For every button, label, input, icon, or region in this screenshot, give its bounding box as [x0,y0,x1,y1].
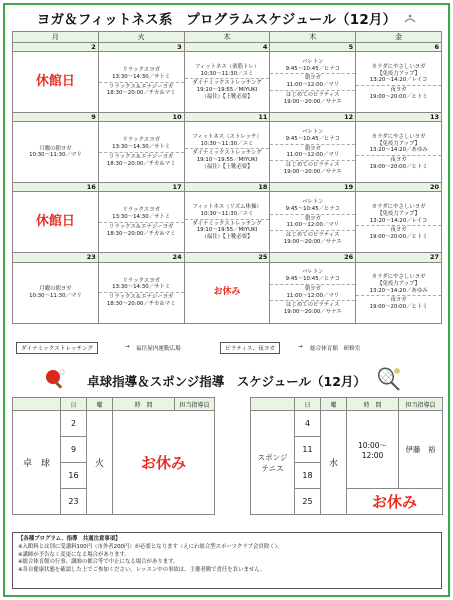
class-name: フィットネス（リズム体操） [192,204,262,210]
class-detail: 9:45～10:45／ヒナコ [285,65,340,72]
class-detail: 19:00～20:00／ヒトミ [369,163,428,170]
class-detail: 19:00～20:00／ヒトミ [369,234,428,240]
class-detail: 13:20～14:20／レイコ [369,77,428,84]
class-detail: 10:30～11:30／ユミ [200,140,254,147]
class-entry [356,295,441,312]
date-cell: 16 [61,463,87,489]
sponge-tennis-schedule [250,397,443,515]
class-detail: 19:00～20:00／サナエ [283,98,342,105]
class-name: ダイナミックストレッチング [192,80,262,87]
col-header: 曜 [321,398,347,411]
class-detail: 10:30～11:30／マリ [29,152,82,159]
class-entry [356,133,441,155]
class-name: リラックス＆エナジーヨガ [108,223,174,230]
class-entry [99,206,184,222]
class-detail: 19:00～20:00／サナエ [283,238,342,245]
class-entry [356,155,441,172]
legend-box-pilates: ピラティス、夜ヨガ [220,342,280,354]
day-programs [13,262,99,323]
class-detail: 9:45～10:45／ヒナコ [285,205,340,212]
class-entry [99,82,184,99]
date-number: 10 [98,113,184,122]
class-name: カラダにやさしいヨガ [371,133,426,140]
weekday-cell: 火 [87,411,113,515]
date-number: 16 [13,183,99,192]
class-name: はじめてのピラティス [286,91,340,98]
class-detail: 13:20～14:20／レイコ [369,217,428,224]
class-name: はじめてのピラティス [286,162,340,168]
date-number: 17 [98,183,184,192]
date-cell: 2 [61,411,87,437]
class-entry [356,225,441,242]
date-cell: 4 [295,411,321,437]
class-name: 夜ヨガ [390,157,407,164]
class-detail: 19:10～19:55／MIYUKI [196,157,258,164]
col-header: 日 [295,398,321,411]
day-programs [356,52,442,113]
closed-day: 休館日 [13,192,99,253]
day-programs [98,52,184,113]
class-detail: 19:00～20:00／ヒトミ [369,93,428,100]
class-entry [270,128,355,144]
col-header: 日 [61,398,87,411]
class-name: 朝ヨガ [304,145,321,152]
day-header: 月 [13,32,99,43]
class-entry [270,268,355,284]
class-entry [185,148,270,171]
date-number: 26 [270,253,356,262]
day-header: 金 [356,32,442,43]
class-detail: 11:00～12:00／マリ [286,292,340,299]
class-detail: 【免疫力アップ】 [377,70,420,77]
class-entry [99,292,184,309]
class-detail: （福住）【上靴必要】 [201,234,253,240]
class-detail: （福住）【上靴必要】 [201,163,253,170]
class-entry [270,144,355,161]
class-name: リラックスヨガ [122,207,160,214]
date-cell: 25 [295,489,321,515]
class-entry [270,198,355,214]
closed-day: 休館日 [13,52,99,113]
date-number: 11 [184,113,270,122]
class-name: 朝ヨガ [304,285,321,292]
tennis-racket-icon [376,366,402,392]
class-entry [99,152,184,169]
col-header [251,398,295,411]
class-entry [185,219,270,242]
class-cancelled: お休み [184,262,270,323]
class-name: バレトン [302,199,324,206]
date-number: 4 [184,43,270,52]
date-cell: 11 [295,437,321,463]
date-number: 18 [184,183,270,192]
class-entry [270,214,355,231]
class-name: 朝ヨガ [304,215,321,222]
status-cancelled: お休み [347,489,443,515]
date-number: 13 [356,113,442,122]
day-header: 木 [184,32,270,43]
class-detail: 19:10～19:55／MIYUKI [196,87,258,93]
class-entry [270,58,355,74]
class-name: リラックス＆エナジーヨガ [108,83,174,90]
class-name: はじめてのピラティス [286,302,340,309]
class-detail: 11:00～12:00／マリ [286,152,340,159]
class-entry [270,90,355,107]
date-number: 6 [356,43,442,52]
col-header: 曜 [87,398,113,411]
class-name: バレトン [302,129,324,135]
class-entry [356,273,441,295]
class-entry [356,85,441,102]
class-detail: 19:10～19:55／MIYUKI [196,227,258,234]
class-detail: 13:30～14:30／サトミ [112,214,171,221]
yoga-fitness-calendar [12,31,442,324]
class-entry [99,277,184,293]
class-name: リラックス＆エナジーヨガ [108,153,174,160]
class-detail: 18:30～20:00／チカ＆マミ [106,160,176,167]
class-entry [185,133,270,149]
col-header: 担当指導員 [175,398,215,411]
time-cell: 10:00～ 12:00 [347,411,399,489]
date-number: 24 [98,253,184,262]
class-detail: 9:45～10:45／ヒナコ [285,276,340,282]
class-entry [99,222,184,239]
class-entry [13,285,98,301]
class-name: 朝ヨガ [304,75,321,82]
class-detail: 10:30～11:30／マリ [29,292,82,299]
class-name: カラダにやさしいヨガ [371,204,426,210]
class-entry [185,63,270,79]
legend-arrow: → [125,344,130,350]
col-header: 時 間 [347,398,399,411]
col-header: 担当指導員 [399,398,443,411]
class-name: ダイナミックストレッチング [192,150,262,157]
class-entry [270,300,355,317]
date-number: 9 [13,113,99,122]
class-entry [99,136,184,152]
day-programs [98,122,184,183]
day-programs [184,122,270,183]
program-name: 卓 球 [13,411,61,515]
class-detail: 【免疫力アップ】 [377,210,420,217]
program-name: スポンジ テニス [251,411,295,515]
status-cancelled: お休み [113,411,215,515]
col-header [13,398,61,411]
day-programs [184,52,270,113]
class-detail: 【免疫力アップ】 [377,140,420,147]
class-detail: 13:30～14:30／サトミ [112,284,171,291]
class-entry [13,145,98,161]
note-line: ※入館料とは別に受講料100円（市外者200円）が必要となります（えにわ総合型スポーツクラブ会員除く）。 [18,543,283,550]
class-name: 月曜の朝ヨガ [39,145,72,152]
day-programs [270,262,356,323]
page-title [0,8,453,28]
date-number: 20 [356,183,442,192]
class-name: カラダにやさしいヨガ [371,274,426,281]
date-number: 23 [13,253,99,262]
class-detail: 13:20～14:20／あゆみ [369,147,428,154]
class-entry [270,230,355,247]
class-name: カラダにやさしいヨガ [371,63,426,70]
day-programs [184,192,270,253]
legend-box-stretching: ダイナミックストレッチング [16,342,98,354]
class-name: バレトン [302,58,324,65]
day-header: 木 [270,32,356,43]
table-tennis-schedule [12,397,215,515]
date-number: 25 [184,253,270,262]
col-header: 時 間 [113,398,175,411]
class-name: はじめてのピラティス [286,232,340,239]
day-programs [356,192,442,253]
class-entry [185,203,270,219]
class-detail: 10:30～11:30／ユミ [200,210,254,217]
class-name: リラックスヨガ [122,277,160,284]
class-entry [185,78,270,101]
note-line: ※各自健康状態を確認した上でご参加ください。レッスン中の事故は、主催者側で責任を負いません。 [18,567,266,574]
venue-legend [12,339,442,355]
yoga-mat-icon [404,13,416,25]
legend-venue-gym: 総合体育館 研修室 [310,346,361,352]
date-number: 2 [13,43,99,52]
date-cell: 18 [295,463,321,489]
class-detail: 9:45～10:45／ヒナコ [285,135,340,142]
day-programs [356,122,442,183]
class-name: 夜ヨガ [390,87,407,93]
class-detail: （福住）【上靴必要】 [201,93,253,100]
note-line: ※講師が予告なく変更になる場合があります。 [18,551,130,558]
class-entry [356,203,441,225]
day-programs [270,192,356,253]
class-entry [270,73,355,90]
note-line: ※総合体育館の行事、講師の都合等で中止になる場合があります。 [18,559,179,566]
class-entry [99,66,184,82]
day-programs [270,122,356,183]
class-name: フィットネス（ストレッチ） [192,133,262,140]
date-number: 12 [270,113,356,122]
day-programs [98,192,184,253]
page-title-text: ヨガ＆フィットネス系 プログラムスケジュール（12月） [36,12,397,28]
class-name: バレトン [302,269,324,276]
day-header: 火 [98,32,184,43]
date-number: 3 [98,43,184,52]
class-detail: 19:00～20:00／サナエ [283,309,342,315]
class-detail: 13:20～14:20／あゆみ [369,287,428,294]
date-number: 5 [270,43,356,52]
class-detail: 10:30～11:30／ユミ [200,70,254,77]
class-detail: 19:00～20:00／サナエ [283,168,342,175]
date-cell: 9 [61,437,87,463]
class-name: リラックス＆エナジーヨガ [108,294,174,300]
common-notes [12,532,442,589]
class-entry [270,160,355,177]
class-entry [270,284,355,301]
date-cell: 23 [61,489,87,515]
class-name: リラックスヨガ [122,137,160,144]
date-number: 27 [356,253,442,262]
section-title-table-tennis: 卓球指導＆スポンジ指導 スケジュール（12月） [87,374,366,389]
legend-arrow: → [298,344,303,350]
class-detail: 19:00～20:00／ヒトミ [369,304,428,311]
class-detail: 13:30～14:30／サトミ [112,144,171,150]
class-detail: 18:30～20:00／チカ＆マミ [106,90,176,97]
date-number: 19 [270,183,356,192]
day-programs [98,262,184,323]
class-name: フィットネス（楽筋トレ） [194,63,260,70]
class-detail: 13:30～14:30／サトミ [112,73,171,80]
class-name: リラックスヨガ [122,67,160,74]
weekday-cell: 水 [321,411,347,515]
class-name: 夜ヨガ [390,297,407,304]
class-detail: 11:00～12:00／マリ [286,222,340,229]
notes-heading: 【各種プログラム、指導 共通注意事項】 [18,536,121,542]
class-detail: 【免疫力アップ】 [377,280,420,287]
day-programs [13,122,99,183]
class-name: 月曜の朝ヨガ [39,285,72,292]
day-programs [356,262,442,323]
class-name: 夜ヨガ [390,227,407,234]
instructor-cell: 伊藤 裕 [399,411,443,489]
class-detail: 18:30～20:00／チカ＆マミ [106,230,176,237]
class-detail: 18:30～20:00／チカ＆マミ [106,300,176,307]
class-detail: 11:00～12:00／マリ [286,82,340,89]
class-name: ダイナミックストレッチング [192,220,262,227]
legend-venue-fukuzumi: 福住屋内運動広場 [136,346,181,352]
day-programs [270,52,356,113]
class-entry [356,63,441,85]
